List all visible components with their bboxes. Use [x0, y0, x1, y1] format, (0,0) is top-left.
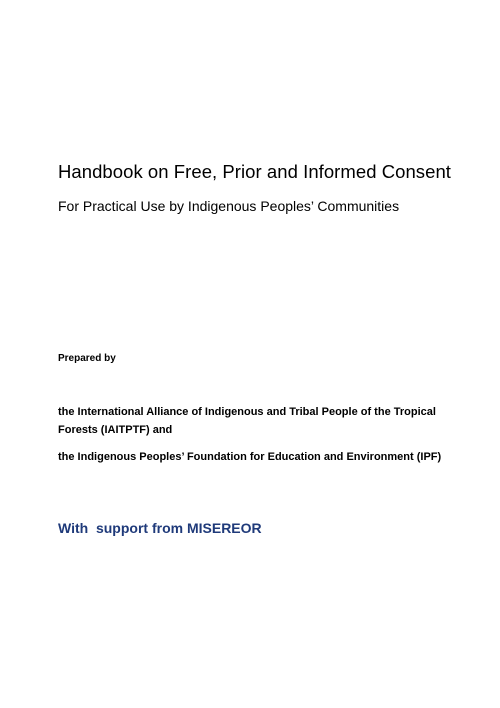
prepared-by-label: Prepared by: [58, 353, 116, 364]
document-subtitle: For Practical Use by Indigenous Peoples’ Communities: [58, 198, 400, 214]
document-title: Handbook on Free, Prior and Informed Consent: [58, 161, 451, 182]
support-statement: With support from MISEREOR: [58, 520, 262, 536]
organization-iaitptf: the International Alliance of Indigenous and Tribal People of the Tropical Forests (IAITPTF) and: [58, 406, 436, 436]
organization-ipf: the Indigenous Peoples’ Foundation for Education and Environment (IPF): [58, 451, 442, 463]
